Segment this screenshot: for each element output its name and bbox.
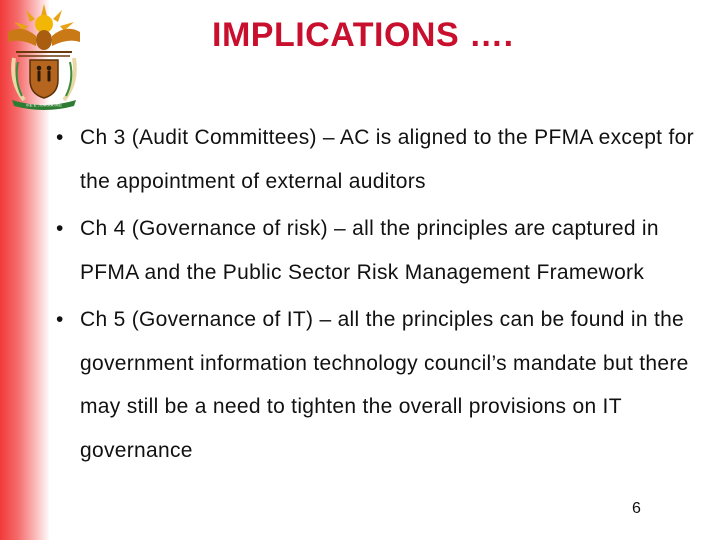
bullet-text: Ch 3 (Audit Committees) – AC is aligned to the PFMA except for the appointment of external auditors (80, 126, 694, 193)
bullet-text: Ch 4 (Governance of risk) – all the principles are captured in PFMA and the Public Sector Risk Management Framework (80, 217, 659, 284)
slide-title: IMPLICATIONS …. (212, 16, 514, 54)
bullet-marker: • (56, 308, 64, 331)
bullet-item (56, 207, 696, 294)
bullet-list (56, 116, 696, 476)
bullet-text: Ch 5 (Governance of IT) – all the principles can be found in the government information technology council’s mandate but there may still be a need to tighten the overall provisions on IT governance (80, 308, 689, 462)
bullet-marker: • (56, 217, 64, 240)
page-number: 6 (632, 500, 641, 517)
coat-of-arms-icon (2, 2, 86, 110)
bullet-marker: • (56, 126, 64, 149)
bullet-item (56, 116, 696, 203)
bullet-item (56, 298, 696, 472)
logo-motto: !KE E: /XARRA //KE (26, 102, 62, 108)
